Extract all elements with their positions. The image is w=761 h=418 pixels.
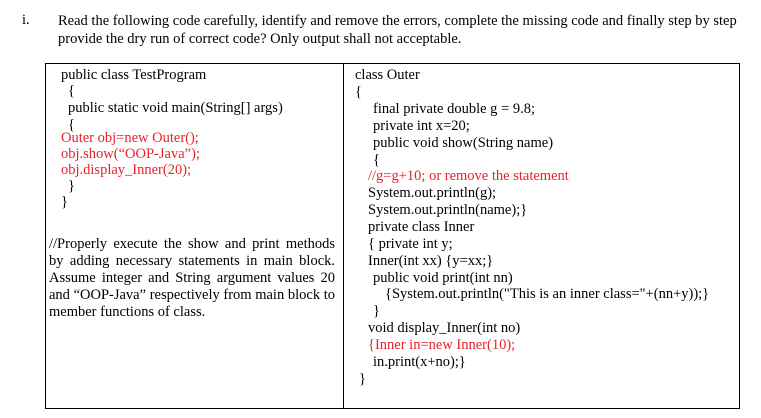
code-line: obj.display_Inner(20);: [61, 162, 192, 178]
code-line: Outer obj=new Outer();: [61, 130, 199, 146]
code-line: }: [68, 178, 75, 194]
instruction-note: //Properly execute the show and print methods by adding necessary statements in main block. Assume integer and String argument values 20 and “OOP-Java” respectively from main block to member functions of class.: [49, 236, 335, 320]
code-line: void display_Inner(int no): [368, 320, 521, 336]
code-line: public class TestProgram: [61, 67, 207, 83]
code-line: {: [68, 83, 75, 99]
code-line: {Inner in=new Inner(10);: [368, 337, 516, 353]
code-line: obj.show(“OOP-Java”);: [61, 146, 200, 162]
code-line: //g=g+10; or remove the statement: [368, 168, 569, 184]
code-line: System.out.println(g);: [368, 185, 497, 201]
code-line: {: [355, 84, 362, 100]
code-line: public static void main(String[] args): [68, 100, 283, 116]
code-line: Inner(int xx) {y=xx;}: [368, 253, 494, 269]
code-line: {System.out.println("This is an inner class="+(nn+y));}: [385, 286, 710, 302]
code-line: { private int y;: [368, 236, 453, 252]
code-line: }: [373, 303, 380, 319]
question-number: i.: [22, 12, 30, 28]
code-line: {: [68, 117, 75, 133]
code-line: System.out.println(name);}: [368, 202, 528, 218]
code-line: public void show(String name): [373, 135, 554, 151]
code-line: final private double g = 9.8;: [373, 101, 535, 117]
code-line: private int x=20;: [373, 118, 470, 134]
code-line: class Outer: [355, 67, 420, 83]
code-line: }: [359, 371, 366, 387]
code-line: }: [61, 194, 68, 210]
column-divider: [343, 64, 344, 408]
question-text: Read the following code carefully, identify and remove the errors, complete the missing code and finally step by step provide the dry run of correct code? Only output shall not acceptable.: [58, 13, 737, 47]
code-line: private class Inner: [368, 219, 475, 235]
code-line: {: [373, 152, 380, 168]
code-table: [45, 63, 740, 409]
code-line: public void print(int nn): [373, 270, 513, 286]
code-line: in.print(x+no);}: [373, 354, 466, 370]
